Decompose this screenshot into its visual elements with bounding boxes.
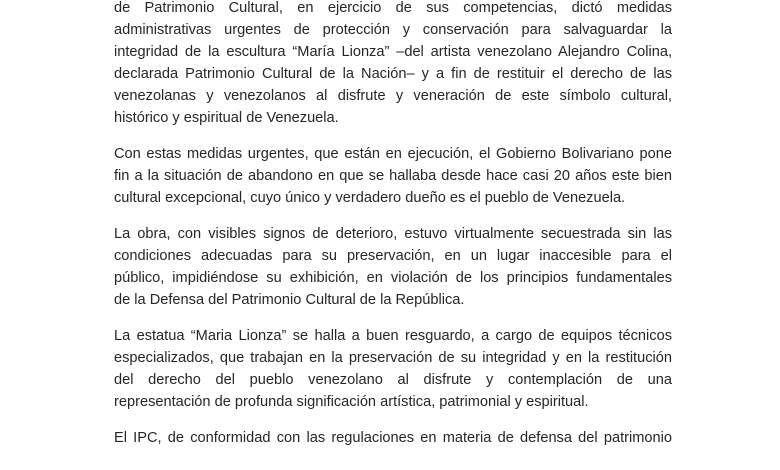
text-line: representación de profunda significación artística, patrimonial y espiritual. <box>114 394 589 410</box>
paragraph-spacer <box>114 413 672 427</box>
text-line: de Patrimonio Cultural, en ejercicio de sus competencias, dictó medidas <box>114 0 672 16</box>
text-line: fin a la situación de abandono en que se hallaba desde hace casi 20 años este bien <box>114 168 672 184</box>
text-line: cultural excepcional, cuyo único y verdadero dueño es el pueblo de Venezuela. <box>114 190 626 206</box>
text-line: declarada Patrimonio Cultural de la Nación– y a fin de restituir el derecho de las <box>114 66 672 82</box>
paragraph <box>114 325 672 413</box>
text-line: de la Defensa del Patrimonio Cultural de la República. <box>114 292 465 308</box>
paragraph-spacer <box>114 311 672 325</box>
text-line: venezolanas y venezolanos al disfrute y veneración de este símbolo cultural, <box>114 88 672 104</box>
text-line: histórico y espiritual de Venezuela. <box>114 110 339 126</box>
text-line: condiciones adecuadas para su preservación, en un lugar inaccesible para el <box>114 248 672 264</box>
paragraph <box>114 0 672 129</box>
text-line: público, impidiéndose su exhibición, en violación de los principios fundamentales <box>114 270 672 286</box>
text-line: integridad de la escultura “María Lionza” –del artista venezolano Alejandro Colina, <box>114 44 672 60</box>
paragraph <box>114 143 672 209</box>
paragraph <box>114 223 672 311</box>
text-line: Con estas medidas urgentes, que están en ejecución, el Gobierno Bolivariano pone <box>114 146 672 162</box>
text-line: La obra, con visibles signos de deterioro, estuvo virtualmente secuestrada sin las <box>114 226 672 242</box>
text-line: El IPC, de conformidad con las regulaciones en materia de defensa del patrimonio <box>114 430 672 446</box>
document-body <box>114 0 672 449</box>
paragraph-spacer <box>114 209 672 223</box>
text-line: del derecho del pueblo venezolano al disfrute y contemplación de una <box>114 372 672 388</box>
text-line: La estatua “Maria Lionza” se halla a buen resguardo, a cargo de equipos técnicos <box>114 328 672 344</box>
text-line: especializados, que trabajan en la preservación de su integridad y en la restitución <box>114 350 672 366</box>
paragraph <box>114 427 672 449</box>
paragraph-spacer <box>114 129 672 143</box>
text-line: administrativas urgentes de protección y conservación para salvaguardar la <box>114 22 672 38</box>
